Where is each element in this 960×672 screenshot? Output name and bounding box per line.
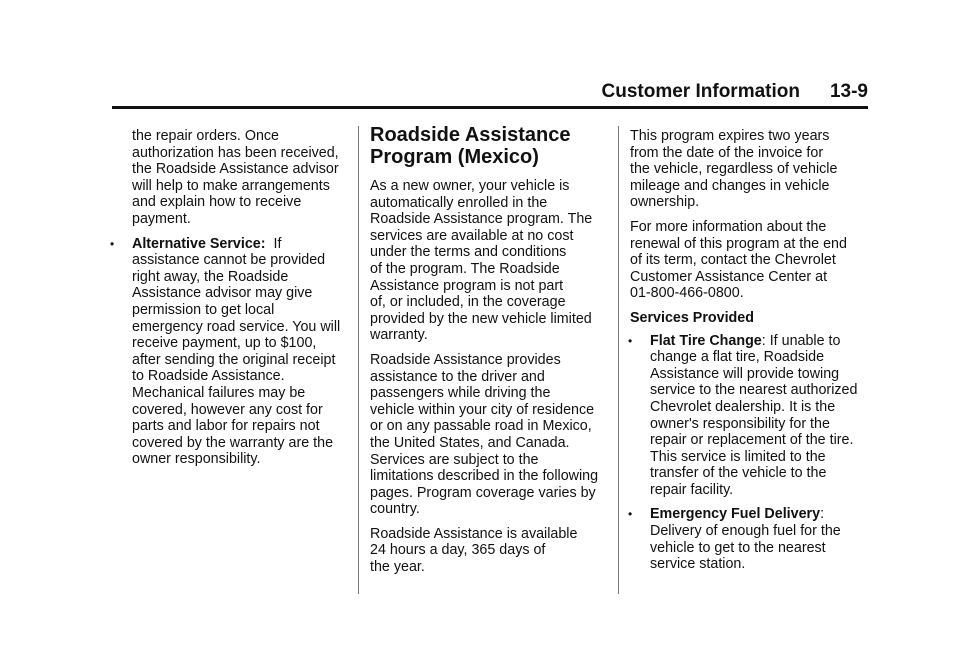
text-line: service to the nearest authorized bbox=[650, 382, 858, 399]
bullet-text: : bbox=[820, 506, 825, 523]
text-line: change a flat tire, Roadside bbox=[650, 349, 825, 366]
text-line: transfer of the vehicle to the bbox=[650, 465, 827, 482]
text-line: will help to make arrangements bbox=[132, 177, 330, 194]
text-line: provided by the new vehicle limited bbox=[370, 310, 592, 327]
text-line: covered by the warranty are the bbox=[132, 434, 334, 451]
text-line: owner responsibility. bbox=[132, 451, 261, 468]
paragraph bbox=[370, 352, 608, 518]
text-line: Mechanical failures may be bbox=[132, 384, 306, 401]
text-line: pages. Program coverage varies by bbox=[370, 484, 596, 501]
text-line: vehicle within your city of residence bbox=[370, 401, 595, 418]
text-line: the repair orders. Once bbox=[132, 128, 280, 144]
bullet-text: If bbox=[273, 235, 282, 252]
text-line: country. bbox=[370, 501, 420, 518]
header-rule bbox=[112, 106, 868, 109]
text-line: renewal of this program at the end bbox=[630, 235, 847, 252]
text-line: of, or included, in the coverage bbox=[370, 294, 566, 311]
bullet-item bbox=[628, 333, 872, 499]
text-line: the year. bbox=[370, 559, 425, 576]
text-line: permission to get local bbox=[132, 301, 275, 318]
column-3 bbox=[630, 128, 874, 581]
text-line: Roadside Assistance is available bbox=[370, 525, 578, 542]
text-line: Assistance program is not part bbox=[370, 277, 564, 294]
text-line: Assistance will provide towing bbox=[650, 365, 840, 382]
text-line: authorization has been received, bbox=[132, 144, 339, 161]
text-line: covered, however any cost for bbox=[132, 401, 323, 418]
text-line: Assistance advisor may give bbox=[132, 285, 313, 302]
text-line: of its term, contact the Chevrolet bbox=[630, 252, 836, 269]
text-line: the Roadside Assistance advisor bbox=[132, 161, 339, 178]
heading-line: Program (Mexico) bbox=[370, 146, 539, 168]
text-line: limitations described in the following bbox=[370, 468, 599, 485]
text-line: ownership. bbox=[630, 194, 700, 211]
page-header bbox=[112, 80, 868, 106]
paragraph bbox=[630, 219, 874, 302]
text-line: payment. bbox=[132, 210, 191, 227]
text-line bbox=[650, 506, 872, 523]
section-title: Customer Information bbox=[601, 81, 800, 102]
bullet-label: Emergency Fuel Delivery bbox=[650, 506, 821, 523]
bullet-item bbox=[110, 236, 352, 468]
text-line: parts and labor for repairs not bbox=[132, 418, 320, 435]
paragraph bbox=[370, 178, 608, 344]
text-line: service station. bbox=[650, 556, 746, 573]
paragraph bbox=[370, 526, 608, 576]
text-line: receive payment, up to $100, bbox=[132, 335, 317, 352]
text-line: from the date of the invoice for bbox=[630, 144, 824, 161]
bullet-icon: • bbox=[628, 507, 633, 522]
bullet-icon: • bbox=[628, 333, 633, 348]
text-line: This service is limited to the bbox=[650, 448, 826, 465]
text-line: the United States, and Canada. bbox=[370, 434, 570, 451]
text-line: 24 hours a day, 365 days of bbox=[370, 542, 546, 559]
text-line: For more information about the bbox=[630, 218, 827, 235]
text-line: emergency road service. You will bbox=[132, 318, 341, 335]
bullet-icon: • bbox=[110, 236, 115, 251]
bullet-text: : If unable to bbox=[761, 332, 841, 349]
subheading: Services Provided bbox=[630, 309, 754, 326]
column-divider bbox=[358, 126, 359, 594]
text-line: of the program. The Roadside bbox=[370, 260, 560, 277]
text-line: 01-800-466-0800. bbox=[630, 285, 744, 302]
text-line: This program expires two years bbox=[630, 128, 830, 144]
text-line: repair facility. bbox=[650, 481, 734, 498]
heading-line: Roadside Assistance bbox=[370, 124, 571, 146]
text-line: passengers while driving the bbox=[370, 385, 551, 402]
text-line: Chevrolet dealership. It is the bbox=[650, 398, 836, 415]
text-line: assistance cannot be provided bbox=[132, 252, 326, 269]
text-line: Delivery of enough fuel for the bbox=[650, 523, 841, 540]
column-1 bbox=[110, 128, 352, 476]
text-line: owner's responsibility for the bbox=[650, 415, 830, 432]
text-line: Customer Assistance Center at bbox=[630, 268, 828, 285]
section-heading bbox=[370, 124, 608, 168]
paragraph bbox=[630, 128, 874, 211]
text-line: after sending the original receipt bbox=[132, 351, 336, 368]
bullet-label: Alternative Service: bbox=[132, 235, 266, 252]
column-divider bbox=[618, 126, 619, 594]
text-line: repair or replacement of the tire. bbox=[650, 432, 854, 449]
text-line: right away, the Roadside bbox=[132, 268, 289, 285]
text-line bbox=[650, 333, 872, 350]
text-line: assistance to the driver and bbox=[370, 368, 545, 385]
text-line: automatically enrolled in the bbox=[370, 194, 548, 211]
text-line: to Roadside Assistance. bbox=[132, 368, 285, 385]
paragraph bbox=[132, 128, 352, 228]
text-line bbox=[132, 236, 352, 253]
text-line: Roadside Assistance program. The bbox=[370, 211, 593, 228]
text-line: warranty. bbox=[370, 327, 428, 344]
text-line: Services are subject to the bbox=[370, 451, 539, 468]
text-line: mileage and changes in vehicle bbox=[630, 177, 830, 194]
text-line: Roadside Assistance provides bbox=[370, 351, 561, 368]
text-line: and explain how to receive bbox=[132, 194, 302, 211]
text-line: or on any passable road in Mexico, bbox=[370, 418, 592, 435]
page-number: 13-9 bbox=[829, 81, 868, 102]
text-line: As a new owner, your vehicle is bbox=[370, 178, 570, 194]
column-2 bbox=[370, 124, 608, 584]
bullet-label: Flat Tire Change bbox=[650, 332, 762, 349]
text-line: under the terms and conditions bbox=[370, 244, 567, 261]
bullet-item bbox=[628, 506, 872, 572]
text-line: the vehicle, regardless of vehicle bbox=[630, 161, 838, 178]
text-line: vehicle to get to the nearest bbox=[650, 539, 826, 556]
text-line: services are available at no cost bbox=[370, 227, 574, 244]
header-text bbox=[602, 80, 868, 104]
